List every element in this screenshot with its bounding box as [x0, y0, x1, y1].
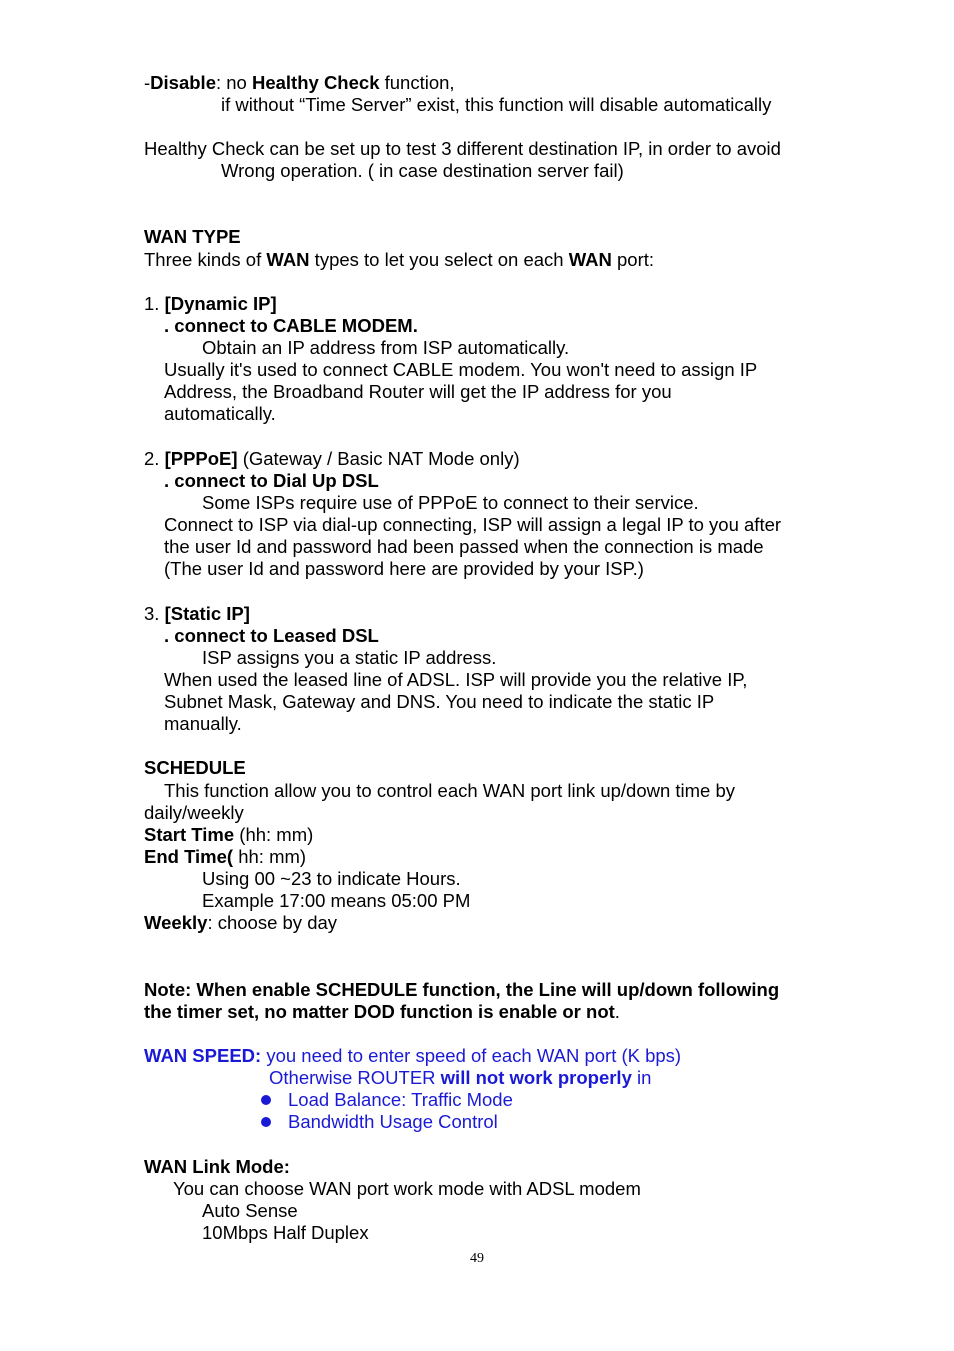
wan-type-item-3-line-3: manually.: [164, 713, 242, 734]
wan-type-item-2-lead: Some ISPs require use of PPPoE to connect to their service.: [202, 492, 699, 513]
wan-type-item-1-line-2: Address, the Broadband Router will get the IP address for you: [164, 381, 672, 402]
wan-speed-line-1: WAN SPEED: you need to enter speed of each WAN port (K bps): [144, 1045, 682, 1066]
healthy-check-line-1: Healthy Check can be set up to test 3 different destination IP, in order to avoid: [144, 138, 781, 159]
wan-type-item-2-line-1: Connect to ISP via dial-up connecting, ISP will assign a legal IP to you after: [164, 514, 782, 535]
end-time-line: End Time( hh: mm): [144, 846, 307, 867]
note-line-1: Note: When enable SCHEDULE function, the Line will up/down following: [144, 979, 780, 1000]
wan-type-item-3-line-2: Subnet Mask, Gateway and DNS. You need to indicate the static IP: [164, 691, 715, 712]
wan-type-item-1-line-3: automatically.: [164, 403, 276, 424]
bullet-icon: [261, 1117, 271, 1127]
wan-speed-label: WAN SPEED:: [144, 1045, 262, 1066]
schedule-desc-1: This function allow you to control each WAN port link up/down time by: [164, 780, 736, 801]
wan-type-item-1-title: 1. [Dynamic IP]: [144, 293, 277, 314]
wan-link-heading: WAN Link Mode:: [144, 1156, 290, 1177]
wan-link-option-1: Auto Sense: [202, 1200, 298, 1221]
wan-type-item-1-lead: Obtain an IP address from ISP automatically.: [202, 337, 570, 358]
weekly-line: Weekly: choose by day: [144, 912, 338, 933]
wan-type-item-3-lead: ISP assigns you a static IP address.: [202, 647, 497, 668]
wan-speed-bullet-1: Load Balance: Traffic Mode: [288, 1089, 513, 1111]
wan-type-heading: WAN TYPE: [144, 226, 241, 247]
wan-type-item-2-title: 2. [PPPoE] (Gateway / Basic NAT Mode only): [144, 448, 520, 469]
healthy-check-line-2: Wrong operation. ( in case destination server fail): [221, 160, 624, 181]
disable-term: Disable: [150, 72, 216, 93]
hours-note: Using 00 ~23 to indicate Hours.: [202, 868, 461, 889]
healthy-check-term: Healthy Check: [251, 72, 380, 93]
schedule-heading: SCHEDULE: [144, 757, 246, 778]
wan-type-item-2-line-2: the user Id and password had been passed when the connection is made: [164, 536, 764, 557]
schedule-desc-2: daily/weekly: [144, 802, 244, 823]
start-time-line: Start Time (hh: mm): [144, 824, 314, 845]
example-note: Example 17:00 means 05:00 PM: [202, 890, 471, 911]
wan-link-option-2: 10Mbps Half Duplex: [202, 1222, 369, 1243]
wan-type-item-3-title: 3. [Static IP]: [144, 603, 250, 624]
disable-line: -Disable: no Healthy Check function,: [144, 72, 455, 93]
wan-type-item-3-line-1: When used the leased line of ADSL. ISP will provide you the relative IP,: [164, 669, 748, 690]
wan-type-item-1-line-1: Usually it's used to connect CABLE modem. You won't need to assign IP: [164, 359, 758, 380]
wan-speed-bullet-2: Bandwidth Usage Control: [288, 1111, 498, 1133]
disable-note: if without “Time Server” exist, this function will disable automatically: [221, 94, 772, 115]
wan-type-item-3-connect: . connect to Leased DSL: [164, 625, 379, 646]
wan-speed-line-2: Otherwise ROUTER will not work properly in: [269, 1067, 652, 1088]
wan-type-item-2-connect: . connect to Dial Up DSL: [164, 470, 379, 491]
note-line-2: the timer set, no matter DOD function is enable or not.: [144, 1001, 620, 1022]
wan-link-desc: You can choose WAN port work mode with ADSL modem: [173, 1178, 641, 1199]
wan-type-intro: Three kinds of WAN types to let you select on each WAN port:: [144, 249, 655, 270]
bullet-icon: [261, 1095, 271, 1105]
wan-type-item-1-connect: . connect to CABLE MODEM.: [164, 315, 418, 336]
wan-type-item-2-line-3: (The user Id and password here are provided by your ISP.): [164, 558, 644, 579]
page-number: 49: [470, 1251, 484, 1266]
